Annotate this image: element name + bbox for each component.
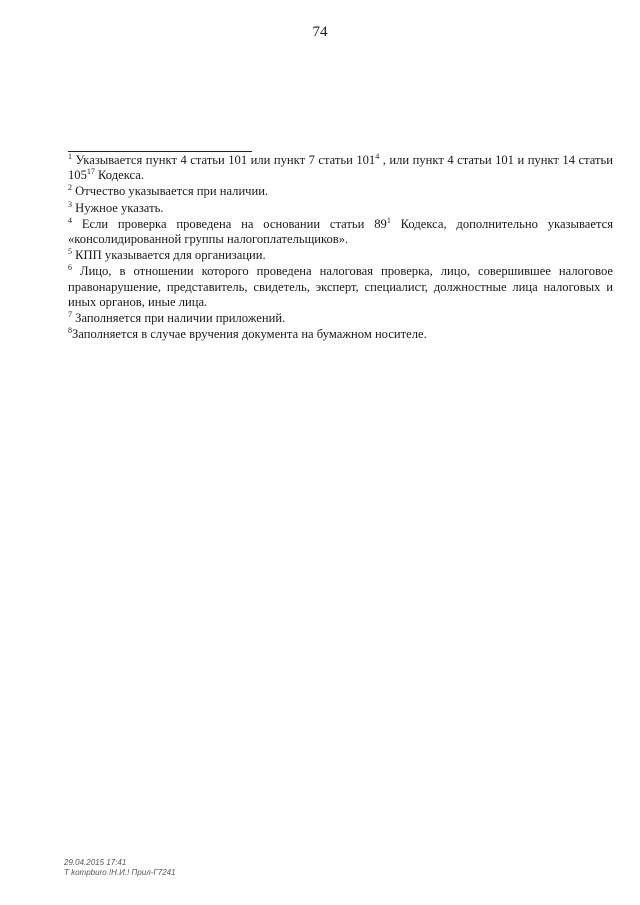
footnote-marker: 8 [68, 326, 72, 336]
footnote-text: Если проверка проведена на основании статьи 89 [81, 216, 387, 231]
print-stamp [64, 858, 176, 878]
footnote-6 [68, 264, 613, 310]
footnote-5 [68, 248, 613, 263]
footnote-text: Отчество указывается при наличии. [75, 184, 269, 199]
footnote-7 [68, 311, 613, 326]
footnote-text: Заполняется в случае вручения документа на бумажном носителе. [72, 327, 427, 342]
footnote-1 [68, 153, 613, 183]
footnote-text: КПП указывается для организации. [75, 248, 266, 263]
footnote-text: Лицо, в отношении которого проведена налоговая проверка, лицо, совершившее налоговое правонарушение, представитель, свидетель, эксперт, специалист, должностные лица налоговых и иных органов, иные лица. [68, 264, 613, 309]
superscript: 4 [375, 151, 380, 161]
print-file-path: Т kompburo !Н.И.! Прил-Г7241 [64, 868, 176, 877]
footnote-2 [68, 184, 613, 199]
footnote-marker: 7 [68, 309, 72, 319]
footnote-marker: 1 [68, 151, 72, 161]
footnote-text: , или пункт 4 статьи 101 и пункт 14 статьи 105 [68, 153, 613, 183]
footnote-separator [68, 151, 252, 152]
footnotes-section [68, 153, 613, 342]
superscript: 1 [386, 215, 391, 225]
page-number: 74 [312, 24, 328, 40]
footnote-4 [68, 217, 613, 247]
footnote-text: Заполняется при наличии приложений. [75, 311, 286, 326]
footnote-marker: 6 [68, 263, 72, 273]
footnote-text: Кодекса, дополнительно указывается «консолидированной группы налогоплательщиков». [68, 216, 613, 247]
footnote-text: Кодекса. [94, 168, 145, 183]
footnote-text: Указывается пункт 4 статьи 101 или пункт 7 статьи 101 [75, 153, 376, 167]
footnote-text: Нужное указать. [75, 200, 164, 215]
footnote-3 [68, 201, 613, 216]
footnote-8 [68, 327, 613, 342]
footnote-marker: 5 [68, 247, 72, 257]
superscript: 17 [86, 167, 95, 177]
print-datetime: 29.04.2015 17:41 [64, 858, 127, 867]
footnote-marker: 2 [68, 183, 72, 193]
footnote-marker: 3 [68, 199, 72, 209]
footnote-marker: 4 [68, 215, 72, 225]
